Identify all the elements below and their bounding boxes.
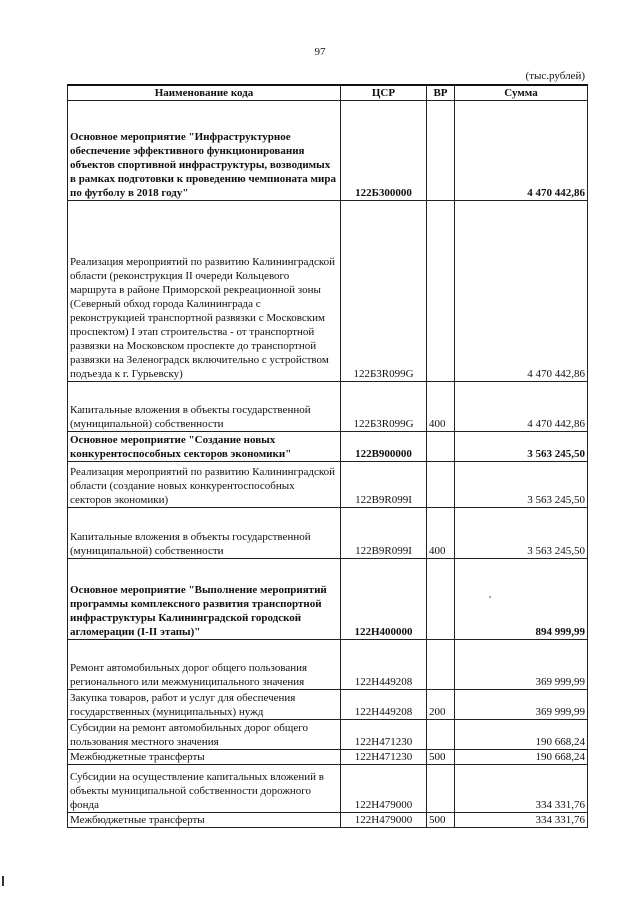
header-sum: Сумма bbox=[455, 85, 588, 101]
table-row bbox=[68, 201, 588, 382]
row-vr bbox=[427, 640, 455, 690]
row-vr: 400 bbox=[427, 382, 455, 432]
table-row bbox=[68, 462, 588, 508]
row-sum: 4 470 442,86 bbox=[455, 382, 588, 432]
page-number: 97 bbox=[314, 46, 326, 58]
budget-table bbox=[67, 84, 588, 828]
row-name: Капитальные вложения в объекты государственной (муниципальной) собственности bbox=[68, 508, 341, 559]
row-vr: 500 bbox=[427, 750, 455, 765]
row-csr: 122Н479000 bbox=[341, 765, 427, 813]
row-csr: 122Б300000 bbox=[341, 101, 427, 201]
scan-edge-mark bbox=[2, 876, 4, 886]
row-name: Основное мероприятие "Инфраструктурное обеспечение эффективного функционирования объектов спортивной инфраструктуры, возводимых в рамках подготовки к проведению чемпионата мира по футболу в 2018 году" bbox=[68, 101, 341, 201]
table-row bbox=[68, 720, 588, 750]
table-row bbox=[68, 508, 588, 559]
row-sum: 334 331,76 bbox=[455, 813, 588, 828]
table-row bbox=[68, 559, 588, 640]
row-sum: 894 999,99 bbox=[455, 559, 588, 640]
row-vr: 400 bbox=[427, 508, 455, 559]
row-vr bbox=[427, 101, 455, 201]
row-sum: 190 668,24 bbox=[455, 720, 588, 750]
row-csr: 122В9R099I bbox=[341, 462, 427, 508]
header-name: Наименование кода bbox=[68, 85, 341, 101]
row-name: Межбюджетные трансферты bbox=[68, 813, 341, 828]
row-vr: 200 bbox=[427, 690, 455, 720]
table-row bbox=[68, 690, 588, 720]
row-csr: 122Б3R099G bbox=[341, 382, 427, 432]
row-name: Субсидии на осуществление капитальных вложений в объекты муниципальной собственности дорожного фонда bbox=[68, 765, 341, 813]
row-sum: 334 331,76 bbox=[455, 765, 588, 813]
row-sum: 369 999,99 bbox=[455, 640, 588, 690]
row-name: Ремонт автомобильных дорог общего пользования регионального или межмуниципального значения bbox=[68, 640, 341, 690]
row-name: Основное мероприятие "Создание новых конкурентоспособных секторов экономики" bbox=[68, 432, 341, 462]
table-row bbox=[68, 765, 588, 813]
table-row bbox=[68, 640, 588, 690]
row-name: Реализация мероприятий по развитию Калининградской области (реконструкция II очереди Кольцевого маршрута в районе Приморской рекреационной зоны (Северный обход города Калининграда с реконструкцией транспортной развязки с Московским проспектом) I этап строительства - от транспортной развязки на Московском проспекте до транспортной развязки на Зеленоградск включительно с устройством подъезда к г. Гурьевску) bbox=[68, 201, 341, 382]
header-csr: ЦСР bbox=[341, 85, 427, 101]
row-csr: 122Н449208 bbox=[341, 640, 427, 690]
row-vr bbox=[427, 765, 455, 813]
row-name: Основное мероприятие "Выполнение мероприятий программы комплексного развития транспортной инфраструктуры Калининградской городской агломерации (I-II этапы)" bbox=[68, 559, 341, 640]
table-row bbox=[68, 813, 588, 828]
row-vr: 500 bbox=[427, 813, 455, 828]
row-sum: 3 563 245,50 bbox=[455, 508, 588, 559]
row-csr: 122В9R099I bbox=[341, 508, 427, 559]
row-name: Закупка товаров, работ и услуг для обеспечения государственных (муниципальных) нужд bbox=[68, 690, 341, 720]
row-vr bbox=[427, 559, 455, 640]
scan-speck bbox=[489, 596, 491, 598]
table-row bbox=[68, 432, 588, 462]
table-row bbox=[68, 750, 588, 765]
row-sum: 3 563 245,50 bbox=[455, 462, 588, 508]
table-row bbox=[68, 382, 588, 432]
row-csr: 122Н479000 bbox=[341, 813, 427, 828]
row-sum: 4 470 442,86 bbox=[455, 101, 588, 201]
header-vr: ВР bbox=[427, 85, 455, 101]
table-header-row bbox=[68, 85, 588, 101]
row-csr: 122Н449208 bbox=[341, 690, 427, 720]
row-vr bbox=[427, 201, 455, 382]
units-label: (тыс.рублей) bbox=[525, 70, 585, 82]
row-name: Капитальные вложения в объекты государственной (муниципальной) собственности bbox=[68, 382, 341, 432]
row-sum: 3 563 245,50 bbox=[455, 432, 588, 462]
row-name: Субсидии на ремонт автомобильных дорог общего пользования местного значения bbox=[68, 720, 341, 750]
row-sum: 369 999,99 bbox=[455, 690, 588, 720]
row-csr: 122Н471230 bbox=[341, 750, 427, 765]
row-name: Реализация мероприятий по развитию Калининградской области (создание новых конкурентоспособных секторов экономики) bbox=[68, 462, 341, 508]
row-vr bbox=[427, 432, 455, 462]
row-csr: 122В900000 bbox=[341, 432, 427, 462]
row-vr bbox=[427, 462, 455, 508]
table-row bbox=[68, 101, 588, 201]
row-csr: 122Н400000 bbox=[341, 559, 427, 640]
row-csr: 122Н471230 bbox=[341, 720, 427, 750]
row-csr: 122Б3R099G bbox=[341, 201, 427, 382]
row-name: Межбюджетные трансферты bbox=[68, 750, 341, 765]
row-vr bbox=[427, 720, 455, 750]
row-sum: 190 668,24 bbox=[455, 750, 588, 765]
row-sum: 4 470 442,86 bbox=[455, 201, 588, 382]
